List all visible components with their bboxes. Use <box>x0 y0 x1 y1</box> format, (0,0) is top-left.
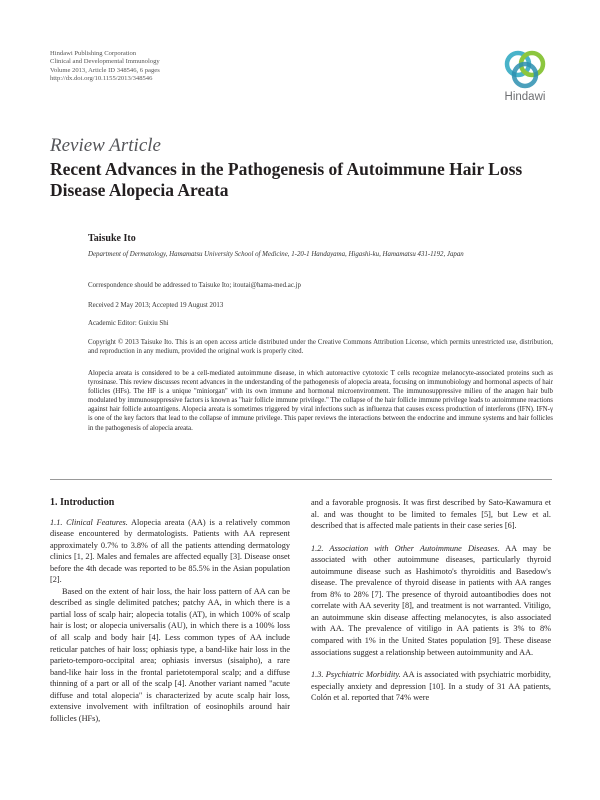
copyright-notice: Copyright © 2013 Taisuke Ito. This is an open access article distributed under the Creative Commons Attribution License, which permits unrestricted use, distribution, and reproduction in any medium, provided the original work is properly cited. <box>88 339 553 356</box>
volume-line: Volume 2013, Article ID 348546, 6 pages <box>50 66 160 74</box>
journal-name: Clinical and Developmental Immunology <box>50 58 160 66</box>
article-type: Review Article <box>50 135 161 156</box>
paragraph-hair-loss-patterns: Based on the extent of hair loss, the hair loss pattern of AA can be described as single delimited patches; patchy AA, in which there is a partial loss of scalp hair; alopecia totalis (AT), in which 100% of scalp hair is lost; or alopecia universalis (AU), in which there is a 100% loss of all scalp and body hair [4]. Less common types of AA include reticular patches of hair loss; ophiasis type, a band-like hair loss in the parieto-temporo-occipital area; ophiasis inversus (sisaipho), a rare band-like hair loss in the frontal parietotemporal scalp; and a diffuse thinning of a part or all of the scalp [4]. Another variant named "acute diffuse and total alopecia" is characterized by acute scalp hair loss, extensive involvement with infiltration of eosinophils around hair follicles (HFs), <box>50 586 290 723</box>
paragraph-autoimmune-association <box>311 543 551 658</box>
paragraph-continuation: and a favorable prognosis. It was first described by Sato-Kawamura et al. and was thought to be limited to females [5], but Lew et al. described that is affected male patients in their case series [6]. <box>311 498 551 531</box>
doi-link[interactable]: http://dx.doi.org/10.1155/2013/348546 <box>50 75 153 83</box>
paragraph-text: Alopecia areata (AA) is a relatively common disease encountered by dermatologists. Patients with AA represent approximately 0.7% to 3.8% of all the patients attending dermatology clinics [1, 2]. Males and females are affected equally [3]. Disease onset before the 4th decade was reported to be 85.5% in the Asian population [2]. <box>50 517 290 585</box>
received-dates: Received 2 May 2013; Accepted 19 August 2013 <box>88 302 224 309</box>
hindawi-logo <box>499 49 551 109</box>
logo-text: Hindawi <box>504 91 546 103</box>
subsection-heading: 1.2. Association with Other Autoimmune Diseases. <box>311 543 500 553</box>
paragraph-text: AA is associated with psychiatric morbidity, especially anxiety and depression [10]. In a study of 31 AA patients, Colón et al. reported that 74% were <box>311 670 551 703</box>
correspondence: Correspondence should be addressed to Taisuke Ito; itoutai@hama-med.ac.jp <box>88 282 301 289</box>
hindawi-logo-icon <box>499 49 551 91</box>
section-heading: 1. Introduction <box>50 497 115 508</box>
left-column <box>50 497 290 724</box>
publisher-line: Hindawi Publishing Corporation <box>50 50 137 57</box>
author-name: Taisuke Ito <box>88 233 136 244</box>
journal-header <box>50 50 160 84</box>
paragraph-psychiatric-morbidity <box>311 669 551 704</box>
academic-editor: Academic Editor: Guixiu Shi <box>88 320 169 327</box>
affiliation: Department of Dermatology, Hamamatsu University School of Medicine, 1-20-1 Handayama, Higashi-ku, Hamamatsu 431-1192, Japan <box>88 251 464 258</box>
subsection-heading: 1.3. Psychiatric Morbidity. <box>311 670 401 680</box>
paragraph-text: AA may be associated with other autoimmune diseases, particularly thyroid autoimmune disease such as Hashimoto's thyroiditis and Basedow's disease. The prevalence of thyroid disease in patients with AA ranges from 8% to 28% [7]. The presence of thyroid autoantibodies does not correlate with AA severity [8], and treatment is not warranted. Vitiligo, an autoimmune skin disease affecting melanocytes, is also associated with AA. The prevalence of vitiligo in AA patients is 3% to 8% compared with 1% in the United States population [9]. These disease associations suggest a relationship between autoimmunity and AA. <box>311 543 551 657</box>
paragraph-clinical-features <box>50 517 290 586</box>
right-column <box>311 497 551 704</box>
subsection-heading: 1.1. Clinical Features. <box>50 517 128 527</box>
paper-title: Recent Advances in the Pathogenesis of Autoimmune Hair Loss Disease Alopecia Areata <box>50 159 523 200</box>
abstract: Alopecia areata is considered to be a cell-mediated autoimmune disease, in which autoreactive cytotoxic T cells recognize melanocyte-associated proteins such as tyrosinase. This review discusses recent advances in the understanding of the pathogenesis of alopecia areata, focusing on immunobiology and hormonal aspects of hair follicles (HFs). The HF is a unique "miniorgan" with its own immune and hormonal microenvironment. The immunosuppressive milieu of the anagen hair bulb modulated by immunosuppressive factors is known as "hair follicle immune privilege." The collapse of the hair follicle immune privilege leads to autoimmune reactions against hair follicle autoantigens. Alopecia areata is sometimes triggered by viral infections such as influenza that causes excess production of interferons (IFN). IFN-γ is one of the key factors that lead to the collapse of immune privilege. This paper reviews the interactions between the endocrine and immune systems and hair follicles in the pathogenesis of alopecia areata. <box>88 370 553 432</box>
divider <box>50 479 552 480</box>
